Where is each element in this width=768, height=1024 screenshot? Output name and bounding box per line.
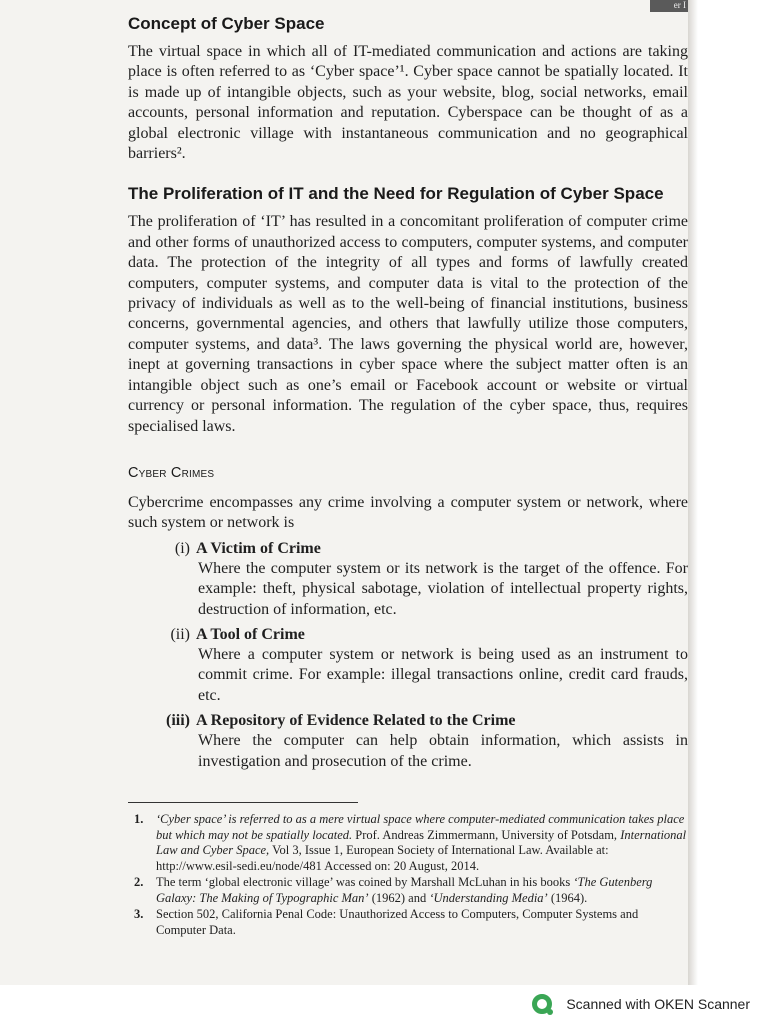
footnote-number: 1.	[134, 812, 144, 826]
oken-scanner-logo-icon	[532, 994, 552, 1014]
crime-item	[128, 624, 688, 706]
watermark-text: Scanned with OKEN Scanner	[566, 996, 750, 1012]
crime-number: (i)	[174, 539, 190, 557]
footnote	[128, 812, 688, 874]
section-heading	[128, 465, 688, 481]
footnotes	[128, 812, 688, 939]
section-intro: Cybercrime encompasses any crime involving a computer system or network, where such system or network is	[128, 493, 688, 532]
footnote-number: 2.	[134, 875, 144, 889]
crime-item	[128, 710, 688, 772]
footnote-italic: ‘Understanding Media’	[429, 890, 548, 905]
footnote-italic: ‘Cyber space’ is referred to as a mere virtual space where computer-mediated communication takes place but which may not be spatially located.	[156, 812, 685, 842]
footnote-italic: International Law and Cyber Space,	[156, 827, 687, 857]
footnote	[128, 907, 688, 938]
crime-title: A Repository of Evidence Related to the Crime	[196, 712, 516, 730]
crime-title: A Victim of Crime	[196, 539, 321, 557]
section-heading: Concept of Cyber Space	[128, 14, 325, 33]
footnote-text: Section 502, California Penal Code: Unauthorized Access to Computers, Computer Systems and Computer Data.	[156, 907, 639, 937]
section-proliferation-of-it	[128, 184, 688, 436]
footnote	[128, 875, 688, 906]
crime-number: (ii)	[170, 625, 190, 643]
scanner-watermark	[532, 994, 750, 1014]
section-heading: The Proliferation of IT and the Need for Regulation of Cyber Space	[128, 184, 664, 204]
page-content	[128, 10, 688, 772]
footnote-divider	[128, 802, 358, 803]
crime-description: Where the computer can help obtain information, which assists in investigation and prosecution of the crime.	[198, 732, 688, 770]
crime-description: Where the computer system or its network is the target of the offence. For example: theft, physical sabotage, violation of intellectual property rights, destruction of information, etc.	[198, 559, 688, 618]
footnote-number: 3.	[134, 907, 144, 921]
chapter-tab: er I	[650, 0, 690, 12]
footnote-text: (1964).	[547, 890, 588, 905]
footnote-text: Prof. Andreas Zimmermann, University of Potsdam,	[352, 827, 621, 842]
section-body: The virtual space in which all of IT-mediated communication and actions are taking place is often referred to as ‘Cyber space’¹. Cyber space cannot be spatially located. It is made up of intangible objects, such as your website, blog, social networks, email accounts, personal information and reputation. Cyberspace can be thought of as a global electronic village with instantaneous communication and no geographical barriers².	[128, 43, 688, 163]
crime-description: Where a computer system or network is being used as an instrument to commit crime. For example: illegal transactions online, credit card frauds, etc.	[198, 645, 688, 704]
cyber-crimes-heading: Cyber Crimes	[128, 464, 215, 481]
section-cyber-crimes	[128, 465, 688, 772]
footnote-text: The term ‘global electronic village’ was coined by Marshall McLuhan in his books	[156, 875, 574, 889]
section-body: The proliferation of ‘IT’ has resulted in a concomitant proliferation of computer crime and other forms of unauthorized access to computers, computer systems, and computer data. The protection of the integrity of all types and forms of lawfully created computers, computer systems, and computer data is vital to the protection of the privacy of individuals as well as to the well-being of financial institutions, business concerns, governmental agencies, and others that lawfully utilize those computers, computer systems, and data³. The laws governing the physical world are, however, inept at governing transactions in cyber space where the subject matter often is an intangible object such as one’s email or Facebook account or website or virtual currency or personal information. The regulation of the cyber space, thus, requires specialised laws.	[128, 213, 688, 435]
section-concept-of-cyber-space	[128, 14, 688, 164]
footnote-italic: ‘The Gutenberg Galaxy: The Making of Typographic Man’	[156, 875, 653, 905]
footnote-text: (1962) and	[368, 890, 430, 905]
footnote-text: Vol 3, Issue 1, European Society of International Law. Available at: http://www.esil-sedi.eu/node/481 Accessed on: 20 August, 2014.	[156, 843, 609, 873]
crime-title: A Tool of Crime	[196, 625, 305, 643]
crime-item	[128, 538, 688, 620]
page-edge-shadow	[688, 0, 698, 985]
crime-number: (iii)	[166, 712, 190, 730]
